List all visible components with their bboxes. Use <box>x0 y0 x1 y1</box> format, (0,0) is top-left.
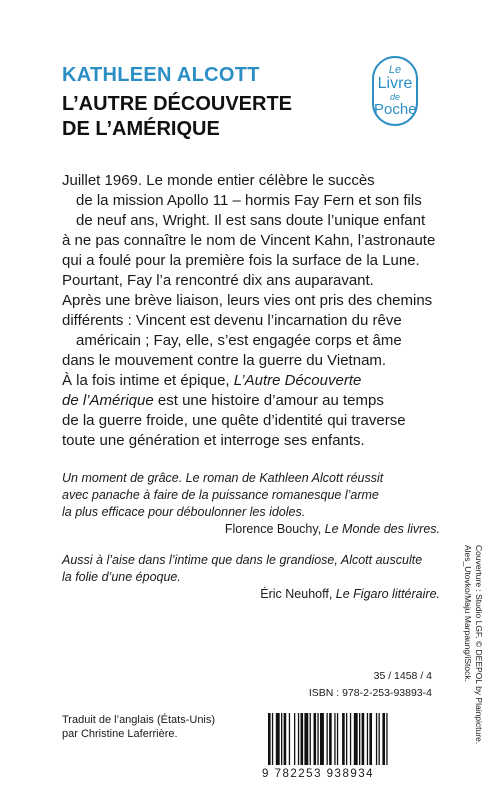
barcode-bar <box>359 713 360 765</box>
blurb-line: Pourtant, Fay l’a rencontré dix ans auparavant. <box>62 272 374 289</box>
book-title-line-1: L’AUTRE DÉCOUVERTE <box>62 93 293 115</box>
blurb-line <box>62 371 457 391</box>
catalog-code: 35 / 1458 / 4 <box>373 670 432 682</box>
review-quote-line: Aussi à l’aise dans l’intime que dans le grandiose, Alcott ausculte <box>62 553 423 567</box>
barcode-bar <box>281 713 282 765</box>
barcode-bar <box>294 713 295 765</box>
barcode-bar <box>350 713 351 765</box>
barcode-bar <box>289 713 290 765</box>
blurb-line: toute une génération et interroge ses enfants. <box>62 432 365 449</box>
isbn: ISBN : 978-2-253-93893-4 <box>308 687 432 699</box>
barcode-bar <box>337 713 338 765</box>
review-quote <box>62 552 440 603</box>
barcode-bar <box>272 713 273 765</box>
review-quote <box>62 470 440 538</box>
review-quote-line: Un moment de grâce. Le roman de Kathleen Alcott réussit <box>62 471 384 485</box>
author-name: KATHLEEN ALCOTT <box>62 64 260 86</box>
blurb-line: Après une brève liaison, leurs vies ont pris des chemins <box>62 292 433 309</box>
review-publication: Le Monde des livres. <box>324 522 440 536</box>
logo-text-de: de <box>389 92 400 102</box>
book-title <box>62 92 292 142</box>
blurb-line: de la guerre froide, une quête d’identité qui traverse <box>62 412 406 429</box>
blurb-line: de neuf ans, Wright. Il est sans doute l’unique enfant <box>76 212 426 229</box>
barcode-bar <box>362 713 365 765</box>
blurb-line: qui a foulé pour la première fois la surface de la Lune. <box>62 252 420 269</box>
cover-credit <box>462 545 484 744</box>
barcode-bar <box>342 713 345 765</box>
cover-credit-line: Couverture : Studio LGF. © DEEPOL by Plainpicture. <box>474 545 484 745</box>
barcode-bar <box>346 713 347 765</box>
translator-line: par Christine Laferrière. <box>62 728 178 740</box>
blurb-line: à ne pas connaître le nom de Vincent Kahn, l’astronaute <box>62 232 436 249</box>
book-title-line-2: DE L’AMÉRIQUE <box>62 118 220 140</box>
barcode-bar <box>301 713 304 765</box>
blurb-book-title-italic: de l’Amérique <box>62 392 154 409</box>
blurb-line: différents : Vincent est devenu l’incarnation du rêve <box>62 312 402 329</box>
review-source <box>62 521 440 538</box>
barcode-bar <box>354 713 358 765</box>
review-critic: Florence Bouchy, <box>224 522 325 536</box>
barcode-bar <box>386 713 387 765</box>
barcode-bar <box>314 713 317 765</box>
logo-text-poche: Poche <box>374 101 417 118</box>
logo-text-livre: Livre <box>377 75 413 92</box>
barcode-bar <box>329 713 332 765</box>
barcode <box>262 713 434 767</box>
barcode-bar <box>298 713 299 765</box>
barcode-bar <box>320 713 324 765</box>
review-critic: Éric Neuhoff, <box>260 587 336 601</box>
blurb-book-title-italic: L’Autre Découverte <box>233 372 362 389</box>
review-quote-line: avec panache à faire de la puissance romanesque l’arme <box>62 488 379 502</box>
barcode-bar <box>382 713 385 765</box>
barcode-bar <box>276 713 280 765</box>
logo-text-le: Le <box>388 64 402 76</box>
translator-line: Traduit de l’anglais (États-Unis) <box>62 714 216 726</box>
barcode-bar <box>310 713 311 765</box>
barcode-bar <box>304 713 308 765</box>
review-source <box>62 586 440 603</box>
barcode-bar <box>317 713 318 765</box>
cover-credit-line: Ales_Utovko/Maju Marpaung/iStock. <box>463 545 473 683</box>
blurb-line <box>62 391 457 411</box>
blurb-line: Juillet 1969. Le monde entier célèbre le succès <box>62 172 375 189</box>
barcode-bar <box>268 713 271 765</box>
barcode-bar <box>327 713 328 765</box>
barcode-bar <box>379 713 380 765</box>
barcode-bar <box>284 713 287 765</box>
blurb-line: de la mission Apollo 11 – hormis Fay Fern et son fils <box>76 192 422 209</box>
review-quote-line: la plus efficace pour déboulonner les idoles. <box>62 505 306 519</box>
barcode-digits: 9 782253 938934 <box>262 768 375 780</box>
blurb-text: est une histoire d’amour au temps <box>153 392 384 409</box>
blurb-line: américain ; Fay, elle, s’est engagée corps et âme <box>76 332 402 349</box>
barcode-bar <box>367 713 368 765</box>
barcode-bar <box>334 713 335 765</box>
back-cover-blurb <box>62 171 457 451</box>
barcode-bar <box>376 713 377 765</box>
review-quote-line: la folie d’une époque. <box>62 570 181 584</box>
translator-credit <box>62 713 215 741</box>
blurb-text: À la fois intime et épique, <box>62 372 230 389</box>
review-publication: Le Figaro littéraire. <box>335 587 440 601</box>
blurb-line: dans le mouvement contre la guerre du Vietnam. <box>62 352 387 369</box>
publisher-logo <box>372 56 418 126</box>
barcode-bar <box>369 713 372 765</box>
